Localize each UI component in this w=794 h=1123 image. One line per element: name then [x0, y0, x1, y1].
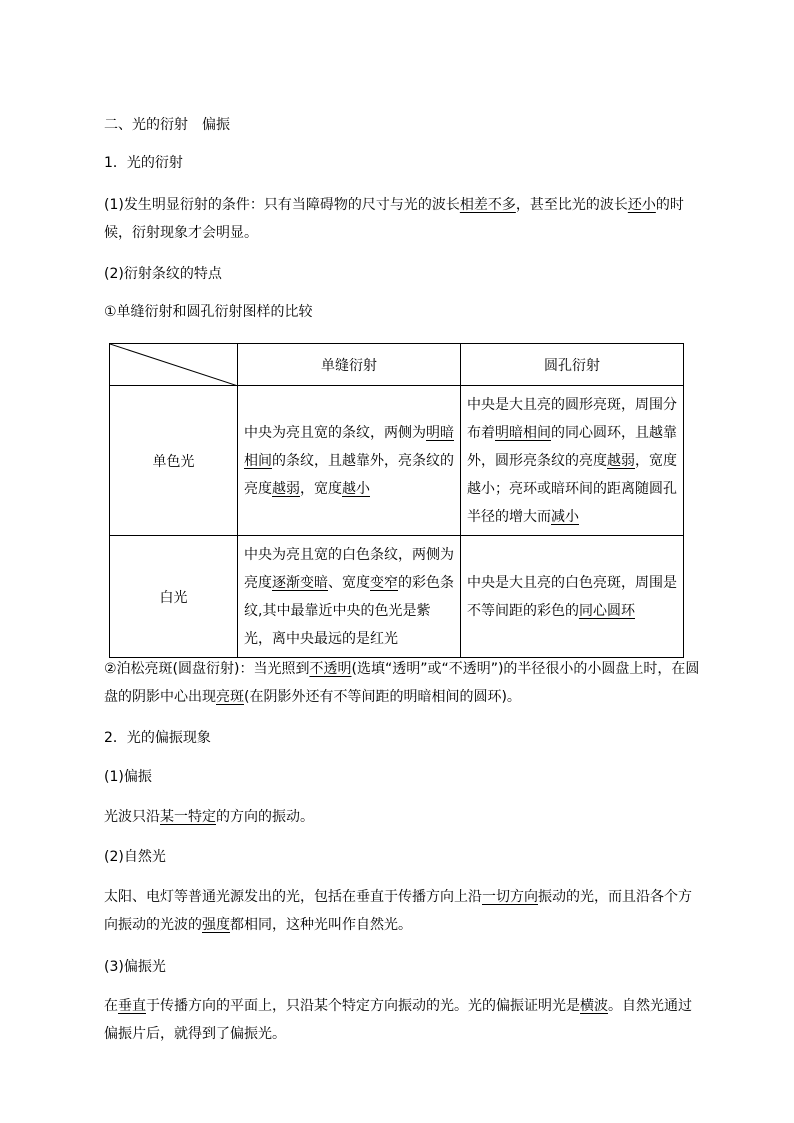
- text-run: 。自然光通过偏振片后，就得到了偏振光。: [104, 998, 692, 1042]
- fill-blank-answer: 一切方向: [482, 889, 538, 905]
- fill-blank-answer: 还小: [627, 197, 656, 213]
- fill-blank-answer: 逐渐变暗: [272, 574, 328, 591]
- header-single-slit: 单缝衍射: [238, 344, 461, 386]
- fill-blank-answer: 越弱: [607, 452, 635, 469]
- section-title: 二、光的衍射 偏振: [104, 117, 230, 133]
- text-run: 中央是大且亮的圆形亮斑，周围分布着: [467, 396, 677, 441]
- text-run: 都相同，这种光叫作自然光。: [230, 917, 412, 933]
- fill-blank-answer: 不透明: [309, 661, 352, 677]
- text-run: (选填“透明”或“不透明”)的半径很小的小圆盘上时，在圆盘的阴影中心出现: [104, 661, 700, 705]
- diagonal-line-icon: [110, 344, 238, 386]
- diffraction-condition-paragraph: [104, 191, 704, 247]
- text-run: 于传播方向的平面上，只沿某个特定方向振动的光。光的偏振证明光是: [146, 998, 580, 1014]
- row-label-monochromatic: 单色光: [110, 386, 238, 536]
- text-run: 中央为亮且宽的白色条纹，两侧为亮度: [244, 546, 454, 591]
- cell-white-single-slit: [238, 536, 461, 658]
- text-run: ，宽度越小；亮环或暗环间的距离随圆孔半径的增大而: [467, 452, 677, 525]
- row-label-white-light: 白光: [110, 536, 238, 658]
- text-run: 的彩色条纹,其中最靠近中央的色光是紫光，离中央最远的是红光: [244, 574, 454, 647]
- natural-light-heading: (2)自然光: [104, 849, 166, 865]
- text-run: 的时候，衍射现象才会明显。: [104, 197, 684, 241]
- text-run: 的同心圆环，且越靠外，圆形亮条纹的亮度: [467, 424, 677, 469]
- text-run: 在: [104, 998, 118, 1014]
- fill-blank-answer: 明暗相间: [495, 424, 551, 441]
- fill-blank-answer: 相差不多: [459, 197, 516, 213]
- text-run: 光波只沿: [104, 809, 160, 825]
- text-run: ，甚至比光的波长: [515, 197, 628, 213]
- text-run: ，宽度: [300, 480, 342, 497]
- fill-blank-answer: 明暗相间: [244, 424, 454, 469]
- fill-blank-answer: 减小: [551, 508, 579, 525]
- fill-blank-answer: 同心圆环: [579, 602, 635, 619]
- fill-blank-answer: 越弱: [272, 480, 300, 497]
- natural-light-paragraph: [104, 883, 704, 939]
- subsection-title-polarization: 2．光的偏振现象: [104, 730, 211, 746]
- text-run: (在阴影外还有不等间距的明暗相间的圆环)。: [244, 689, 521, 705]
- text-run: ②泊松亮斑(圆盘衍射)：当光照到: [104, 661, 310, 677]
- text-run: 中央是大且亮的白色亮斑，周围是不等间距的彩色的: [467, 574, 677, 619]
- polarized-light-heading: (3)偏振光: [104, 959, 166, 975]
- poisson-spot-paragraph: [104, 655, 704, 711]
- fill-blank-answer: 垂直: [118, 998, 146, 1014]
- comparison-caption: ①单缝衍射和圆孔衍射图样的比较: [104, 304, 313, 320]
- text-run: 、宽度: [328, 574, 370, 591]
- subsection-title-diffraction: 1．光的衍射: [104, 155, 183, 171]
- polarized-light-paragraph: [104, 992, 704, 1048]
- text-run: (1)发生明显衍射的条件：只有当障碍物的尺寸与光的波长: [104, 197, 460, 213]
- diagonal-header-cell: [110, 344, 238, 386]
- fill-blank-answer: 亮斑: [216, 689, 244, 705]
- diffraction-comparison-table: [109, 343, 684, 658]
- text-run: 的条纹，且越靠外，亮条纹的亮度: [244, 452, 454, 497]
- cell-monochromatic-circular-hole: [461, 386, 684, 536]
- fill-blank-answer: 横波: [580, 998, 608, 1014]
- text-run: 振动的光，而且沿各个方向振动的光波的: [104, 889, 692, 933]
- cell-monochromatic-single-slit: [238, 386, 461, 536]
- fill-blank-answer: 强度: [202, 917, 230, 933]
- polarization-definition: [104, 803, 314, 831]
- fringe-features-heading: (2)衍射条纹的特点: [104, 266, 222, 282]
- text-run: 中央为亮且宽的条纹，两侧为: [244, 424, 426, 441]
- fill-blank-answer: 变窄: [370, 574, 398, 591]
- polarization-heading: (1)偏振: [104, 769, 152, 785]
- fill-blank-answer: 越小: [342, 480, 370, 497]
- fill-blank-answer: 某一特定: [160, 809, 216, 825]
- cell-white-circular-hole: [461, 536, 684, 658]
- header-circular-hole: 圆孔衍射: [461, 344, 684, 386]
- text-run: 的方向的振动。: [216, 809, 314, 825]
- text-run: 太阳、电灯等普通光源发出的光，包括在垂直于传播方向上沿: [104, 889, 482, 905]
